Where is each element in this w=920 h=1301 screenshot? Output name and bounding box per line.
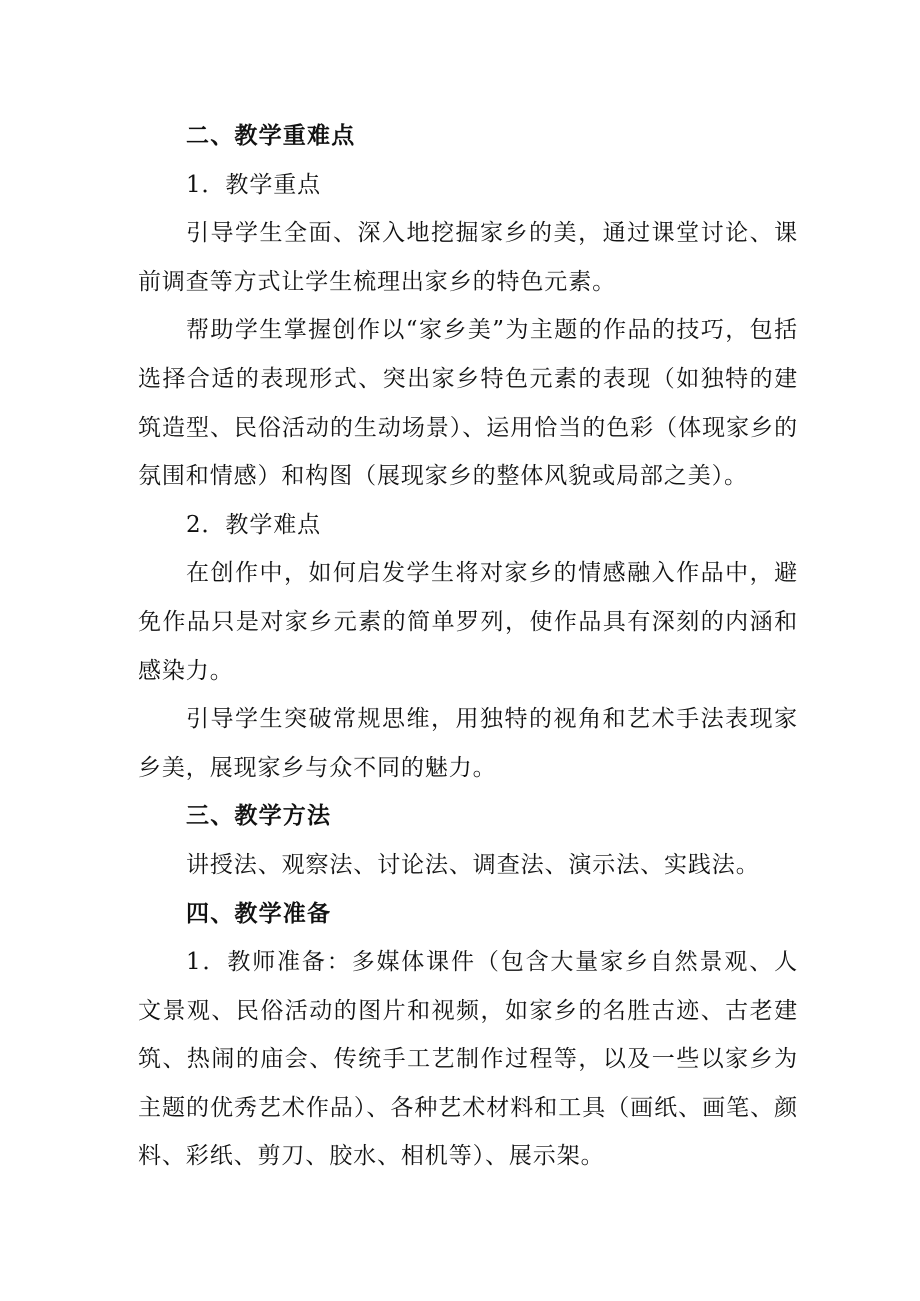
section-heading-teaching-methods: 三、教学方法 xyxy=(186,803,332,830)
document-body xyxy=(138,112,798,1181)
paragraph-teacher-preparation: 1．教师准备：多媒体课件（包含大量家乡自然景观、人文景观、民俗活动的图片和视频，如家乡的名胜古迹、古老建筑、热闹的庙会、传统手工艺制作过程等，以及一些以家乡为主题的优秀艺术作品）、各种艺术材料和工具（画纸、画笔、颜料、彩纸、剪刀、胶水、相机等）、展示架。 xyxy=(138,949,798,1170)
paragraph-difficulty-1: 在创作中，如何启发学生将对家乡的情感融入作品中，避免作品只是对家乡元素的简单罗列，使作品具有深刻的内涵和感染力。 xyxy=(138,560,798,684)
section-heading-key-points: 二、教学重难点 xyxy=(186,123,356,149)
paragraph-methods: 讲授法、观察法、讨论法、调查法、演示法、实践法。 xyxy=(186,851,760,878)
subheading-teaching-focus: 1．教学重点 xyxy=(186,171,322,198)
paragraph-focus-1: 引导学生全面、深入地挖掘家乡的美，通过课堂讨论、课前调查等方式让学生梳理出家乡的特色元素。 xyxy=(138,220,798,295)
paragraph-difficulty-2: 引导学生突破常规思维，用独特的视角和艺术手法表现家乡美，展现家乡与众不同的魅力。 xyxy=(138,706,798,781)
paragraph-focus-2: 帮助学生掌握创作以“家乡美”为主题的作品的技巧，包括选择合适的表现形式、突出家乡特色元素的表现（如独特的建筑造型、民俗活动的生动场景）、运用恰当的色彩（体现家乡的氛围和情感）和构图（展现家乡的整体风貌或局部之美）。 xyxy=(138,317,798,490)
subheading-teaching-difficulty: 2．教学难点 xyxy=(186,511,322,538)
section-heading-teaching-preparation: 四、教学准备 xyxy=(186,900,332,927)
